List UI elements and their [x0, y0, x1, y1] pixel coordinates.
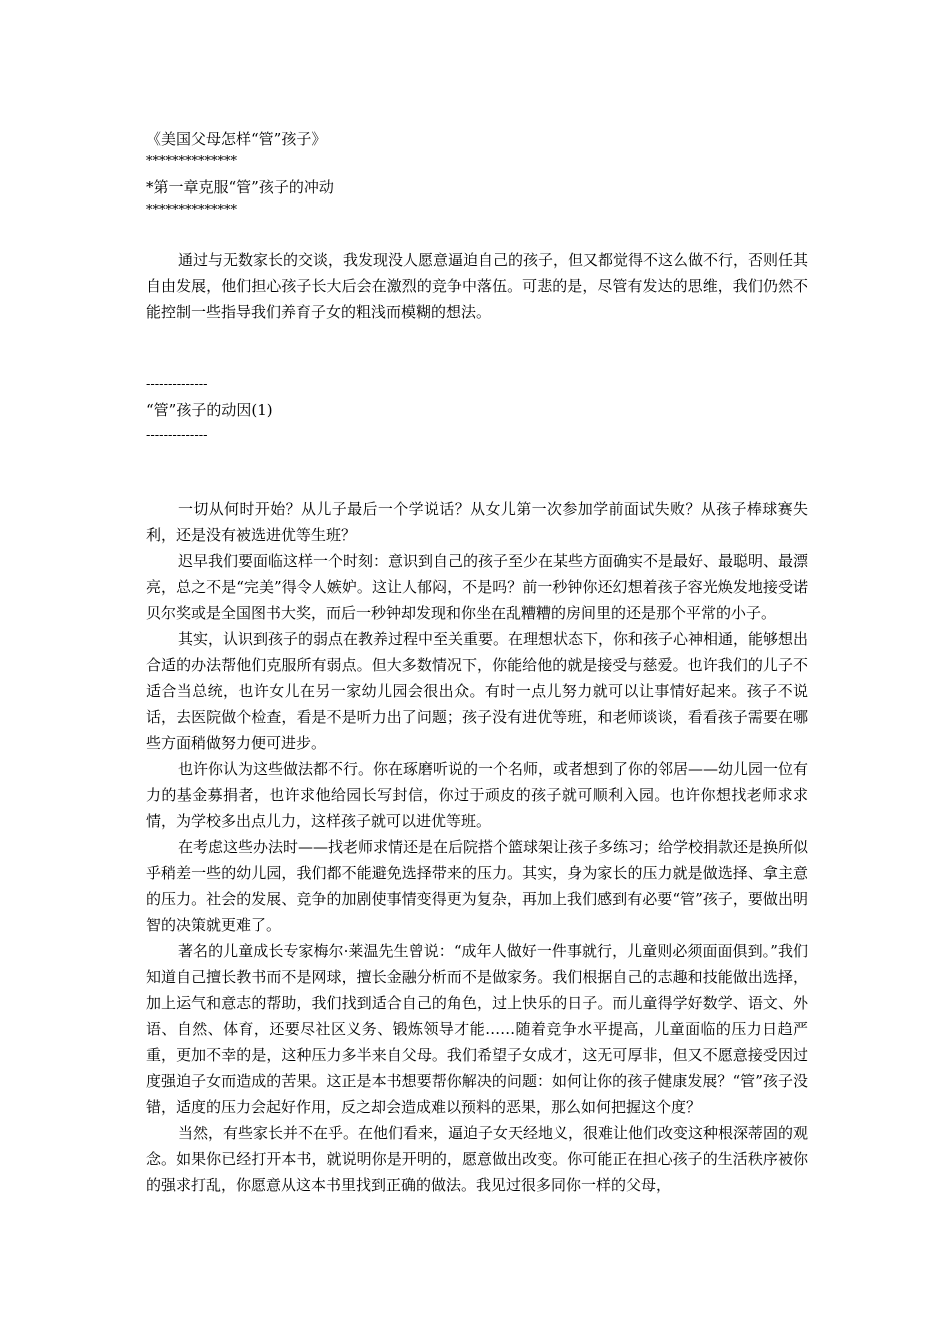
body-text	[146, 496, 808, 1198]
section-rule-top: --------------	[146, 377, 208, 392]
body-paragraph: 当然，有些家长并不在乎。在他们看来，逼迫子女天经地义，很难让他们改变这种根深蒂固的观念。如果你已经打开本书，就说明你是开明的，愿意做出改变。你可能正在担心孩子的生活秩序被你的强求打乱，你愿意从这本书里找到正确的做法。我见过很多同你一样的父母，	[146, 1124, 809, 1194]
book-title: 《美国父母怎样“管”孩子》	[146, 130, 327, 148]
intro-paragraph: 通过与无数家长的交谈，我发现没人愿意逼迫自己的孩子，但又都觉得不这么做不行，否则任其自由发展，他们担心孩子长大后会在激烈的竞争中落伍。可悲的是，尽管有发达的思维，我们仍然不能控制一些指导我们养育子女的粗浅而模糊的想法。	[146, 251, 809, 321]
body-paragraph: 一切从何时开始？从儿子最后一个学说话？从女儿第一次参加学前面试失败？从孩子棒球赛失利，还是没有被选进优等生班？	[146, 500, 808, 544]
star-divider-top: **************	[146, 154, 237, 169]
section-title: “管”孩子的动因(1)	[146, 401, 273, 419]
body-paragraph: 也许你认为这些做法都不行。你在琢磨听说的一个名师，或者想到了你的邻居——幼儿园一位有力的基金募捐者，也许求他给园长写封信，你过于顽皮的孩子就可顺利入园。也许你想找老师求求情，为学校多出点儿力，这样孩子就可以进优等班。	[146, 760, 809, 830]
star-divider-bottom: **************	[146, 203, 237, 218]
section-rule-bottom: --------------	[146, 428, 208, 443]
body-paragraph: 著名的儿童成长专家梅尔·莱温先生曾说：“成年人做好一件事就行，儿童则必须面面俱到。”我们知道自己擅长教书而不是网球，擅长金融分析而不是做家务。我们根据自己的志趣和技能做出选择，加上运气和意志的帮助，我们找到适合自己的角色，过上快乐的日子。而儿童得学好数学、语文、外语、自然、体育，还要尽社区义务、锻炼领导才能……随着竞争水平提高，儿童面临的压力日趋严重，更加不幸的是，这种压力多半来自父母。我们希望子女成才，这无可厚非，但又不愿意接受因过度强迫子女而造成的苦果。这正是本书想要帮你解决的问题：如何让你的孩子健康发展？“管”孩子没错，适度的压力会起好作用，反之却会造成难以预料的恶果，那么如何把握这个度？	[146, 942, 808, 1116]
intro-section	[146, 247, 808, 325]
body-paragraph: 其实，认识到孩子的弱点在教养过程中至关重要。在理想状态下，你和孩子心神相通，能够想出合适的办法帮他们克服所有弱点。但大多数情况下，你能给他的就是接受与慈爱。也许我们的儿子不适合当总统，也许女儿在另一家幼儿园会很出众。有时一点儿努力就可以让事情好起来。孩子不说话，去医院做个检查，看是不是听力出了问题；孩子没有进优等班，和老师谈谈，看看孩子需要在哪些方面稍做努力便可进步。	[146, 630, 809, 752]
body-paragraph: 迟早我们要面临这样一个时刻：意识到自己的孩子至少在某些方面确实不是最好、最聪明、最漂亮，总之不是“完美”得令人嫉妒。这让人郁闷，不是吗？前一秒钟你还幻想着孩子容光焕发地接受诺贝尔奖或是全国图书大奖，而后一秒钟却发现和你坐在乱糟糟的房间里的还是那个平常的小子。	[146, 552, 809, 622]
chapter-title: *第一章克服“管”孩子的冲动	[146, 178, 334, 196]
body-paragraph: 在考虑这些办法时——找老师求情还是在后院搭个篮球架让孩子多练习；给学校捐款还是换所似乎稍差一些的幼儿园，我们都不能避免选择带来的压力。其实，身为家长的压力就是做选择、拿主意的压力。社会的发展、竞争的加剧使事情变得更为复杂，再加上我们感到有必要“管”孩子，要做出明智的决策就更难了。	[146, 838, 809, 934]
